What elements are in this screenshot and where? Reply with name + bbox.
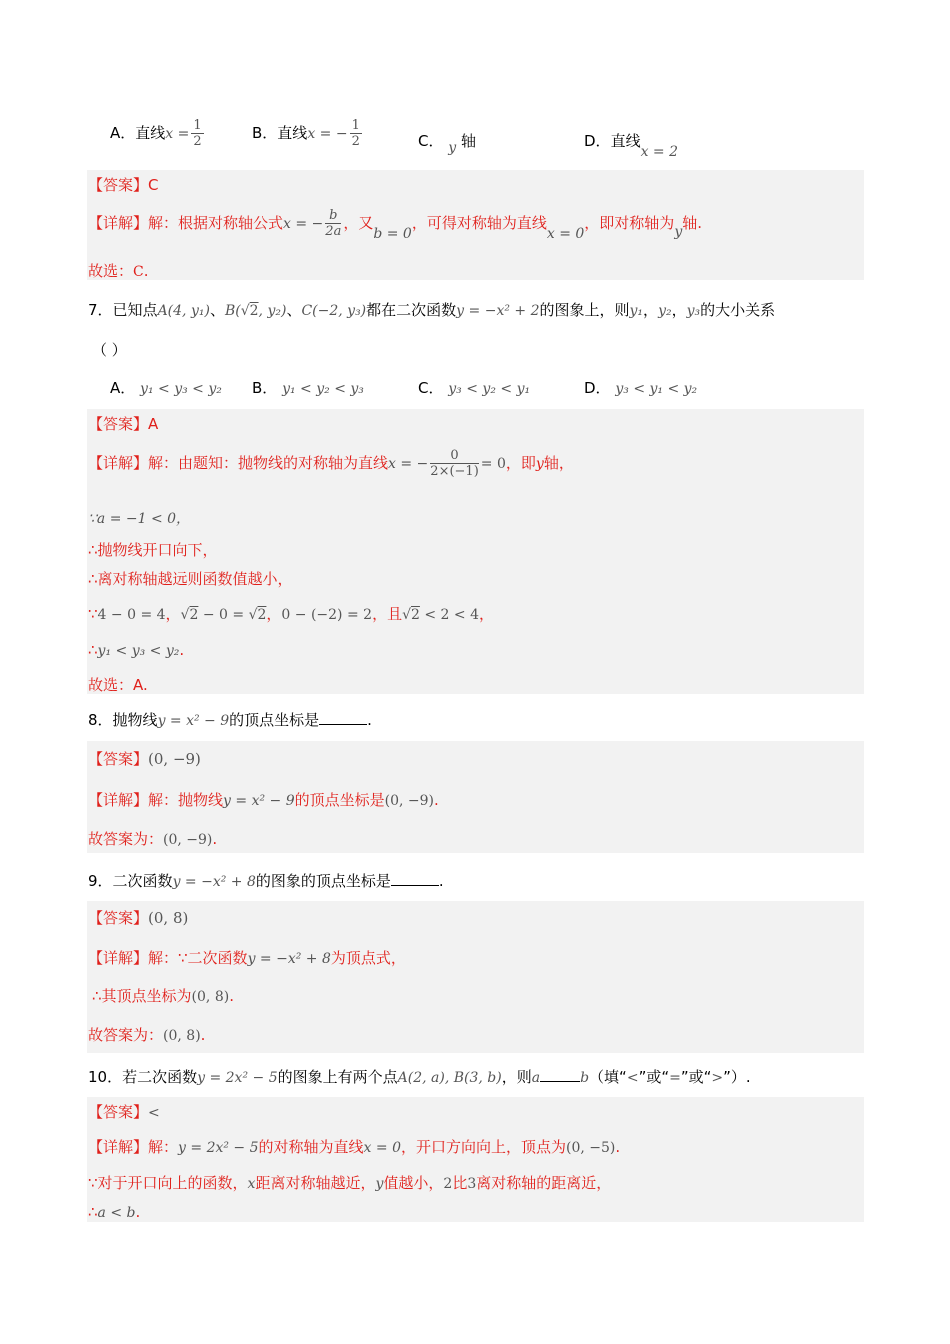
q6-option-c: C． y 轴 xyxy=(418,132,476,156)
q8-stem: 8．抛物线y = x² − 9的顶点坐标是 . xyxy=(88,711,372,729)
q9-stem: 9．二次函数y = −x² + 8的图象的顶点坐标是 . xyxy=(88,872,444,890)
q9-conclusion: 故答案为：(0, 8). xyxy=(88,1026,206,1044)
q7-option-b: B． y₁ < y₂ < y₃ xyxy=(252,379,364,397)
q6-detail: 【详解】解：根据对称轴公式x = − $\frac{b}{2a}$ ，又b = 0，可得对称轴为直线x = 0，即对称轴为y轴. xyxy=(88,208,703,242)
q7-line5: ∵4 − 0 = 4，√2 − 0 = √2，0 − (−2) = 2，且√2 < 2 < 4， xyxy=(88,605,495,623)
q10-stem: 10．若二次函数y = 2x² − 5的图象上有两个点A(2, a), B(3, b)，则a b（填“<”或“=”或“>”）. xyxy=(88,1068,751,1086)
q6-option-d: D．直线x = 2 xyxy=(584,132,679,160)
q7-option-a: A． y₁ < y₃ < y₂ xyxy=(110,379,222,397)
q7-option-d: D． y₃ < y₁ < y₂ xyxy=(584,379,698,397)
q7-stem: 7．已知点A(4, y₁)、B(√2, y₂)、C(−2, y₃)都在二次函数y = −x² + 2的图象上，则y₁，y₂，y₃的大小关系 xyxy=(88,301,776,319)
q7-option-c: C． y₃ < y₂ < y₁ xyxy=(418,379,531,397)
q7-conclusion: 故选：A. xyxy=(88,676,148,694)
q10-answer-box xyxy=(87,1097,864,1222)
fill-blank[interactable] xyxy=(540,1067,580,1082)
q6-option-a: A．直线x = $\frac{1}{2}$ xyxy=(110,118,202,149)
q7-line6: ∴y₁ < y₃ < y₂. xyxy=(88,641,185,659)
q8-conclusion: 故答案为：(0, −9). xyxy=(88,830,218,848)
q7-answer: 【答案】A xyxy=(88,415,159,433)
q7-line3: ∴抛物线开口向下， xyxy=(88,541,218,559)
fraction: $\frac{0}{2\times(-1)}$ xyxy=(430,448,479,479)
q9-line2: ∴其顶点坐标为(0, 8). xyxy=(92,987,234,1005)
q7-line2: ∵a = −1 < 0， xyxy=(88,511,191,527)
option-letter: A． xyxy=(110,124,136,142)
q7-paren: （ ） xyxy=(92,341,127,359)
question-number: 7． xyxy=(88,301,113,319)
q10-line3: ∴a < b. xyxy=(88,1203,141,1221)
q9-detail: 【详解】解：∵二次函数y = −x² + 8为顶点式， xyxy=(88,949,406,967)
q8-answer: 【答案】(0, −9) xyxy=(88,750,201,768)
q9-answer: 【答案】(0, 8) xyxy=(88,909,189,927)
fraction: $\frac{1}{2}$ xyxy=(193,118,202,149)
q6-option-b: B．直线x = − $\frac{1}{2}$ xyxy=(252,118,360,149)
fill-blank[interactable] xyxy=(391,871,439,886)
q10-detail: 【详解】解：y = 2x² − 5的对称轴为直线x = 0，开口方向向上，顶点为(0, −5). xyxy=(88,1138,621,1156)
q6-answer: 【答案】C xyxy=(88,176,159,194)
q8-detail: 【详解】解：抛物线y = x² − 9的顶点坐标是(0, −9). xyxy=(88,791,439,809)
q10-answer: 【答案】< xyxy=(88,1103,160,1121)
fraction: $\frac{1}{2}$ xyxy=(351,118,360,149)
fraction: $\frac{b}{2a}$ xyxy=(325,208,342,239)
q7-line4: ∴离对称轴越远则函数值越小， xyxy=(88,570,293,588)
q7-detail: 【详解】解：由题知：抛物线的对称轴为直线x = − $\frac{0}{2\times(-1)}$ = 0，即y轴， xyxy=(88,448,574,479)
q6-conclusion: 故选：C. xyxy=(88,262,149,280)
fill-blank[interactable] xyxy=(319,710,367,725)
q10-line2: ∵对于开口向上的函数，x距离对称轴越近，y值越小，2比3离对称轴的距离近， xyxy=(88,1174,612,1192)
